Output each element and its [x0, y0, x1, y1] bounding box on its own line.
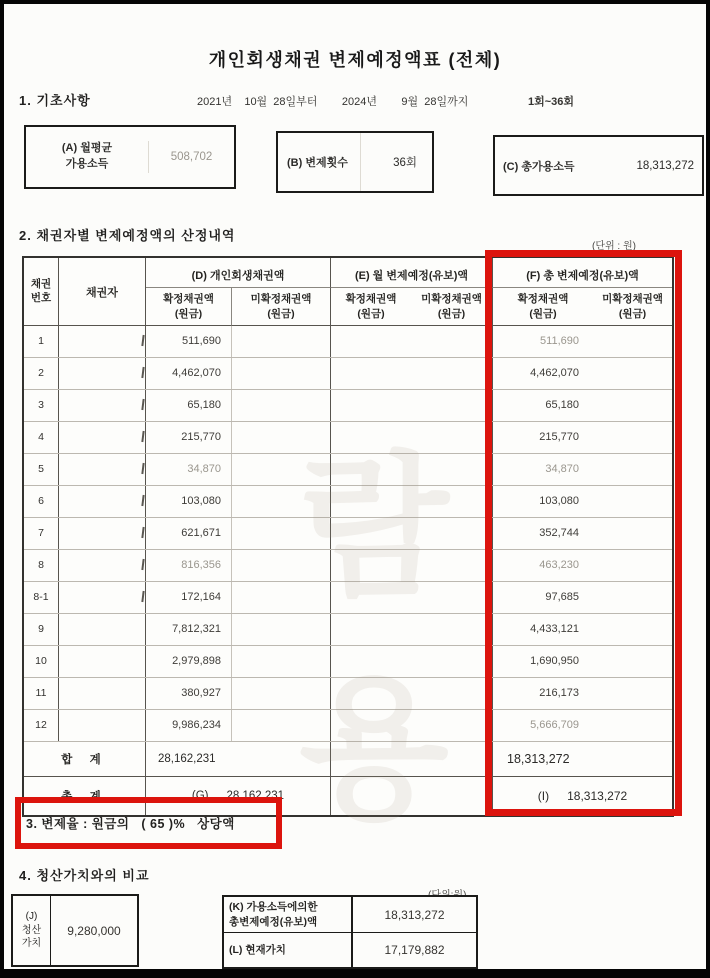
box-j-liquidation-value: [11, 894, 139, 967]
creditor-number: 1: [24, 326, 59, 357]
d-fixed-amount: 9,986,234: [146, 710, 232, 741]
f-fixed-amount: 216,173: [539, 687, 579, 699]
box-j-label: (J) 청산 가치: [13, 896, 51, 965]
f-fixed-amount: 103,080: [539, 495, 579, 507]
e-fixed-amount: [331, 582, 411, 613]
d-unfixed-amount: [232, 678, 331, 709]
creditor-number: 8-1: [24, 582, 59, 613]
table-body: [24, 326, 672, 742]
creditor-number: 12: [24, 710, 59, 741]
e-fixed-amount: [331, 390, 411, 421]
col-header-d-unfixed: 미확정채권액 (원금): [232, 288, 331, 326]
table-row: [24, 518, 672, 550]
d-fixed-amount: 2,979,898: [146, 646, 232, 677]
f-fixed-amount: 34,870: [545, 463, 579, 475]
e-unfixed-amount: [411, 646, 493, 677]
creditor-name: [59, 678, 146, 709]
creditor-number: 11: [24, 678, 59, 709]
e-unfixed-amount: [411, 550, 493, 581]
creditor-name: [59, 326, 146, 357]
d-unfixed-amount: [232, 422, 331, 453]
table-row: [24, 614, 672, 646]
table-row: [24, 326, 672, 358]
table-row: [24, 710, 672, 742]
installment-range: 1회~36회: [528, 96, 575, 108]
e-fixed-amount: [331, 646, 411, 677]
creditor-name: [59, 550, 146, 581]
red-highlight-box-rate: [15, 797, 282, 849]
f-fixed-amount: 463,230: [539, 559, 579, 571]
e-unfixed-amount: [411, 422, 493, 453]
e-fixed-amount: [331, 454, 411, 485]
box-b-label: (B) 변제횟수: [287, 157, 348, 169]
f-unfixed-amount: [593, 582, 672, 613]
f-unfixed-amount: [593, 646, 672, 677]
d-unfixed-amount: [232, 710, 331, 741]
col-header-e-fixed: 확정채권액 (원금): [331, 288, 411, 326]
i-tag: (I): [537, 789, 550, 803]
row-k-label: (K) 가용소득에의한 총변제예정(유보)액: [224, 897, 353, 933]
d-fixed-amount: 380,927: [146, 678, 232, 709]
table-row: [24, 454, 672, 486]
col-header-group-e: (E) 월 변제예정(유보)액: [331, 258, 493, 288]
creditor-name: [59, 582, 146, 613]
section1-heading: 1. 기초사항: [19, 93, 91, 108]
section2-heading: 2. 채권자별 변제예정액의 산정내역: [19, 228, 236, 243]
creditor-number: 5: [24, 454, 59, 485]
d-unfixed-amount: [232, 646, 331, 677]
table-row: [24, 422, 672, 454]
f-unfixed-amount: [593, 358, 672, 389]
f-unfixed-amount: [593, 550, 672, 581]
repayment-table: [22, 256, 674, 817]
e-unfixed-amount: [411, 454, 493, 485]
col-header-creditor-no: 채권 번호: [24, 258, 59, 326]
comparison-table: [222, 895, 478, 969]
f-fixed-amount: 352,744: [539, 527, 579, 539]
box-c-value: 18,313,272: [636, 159, 694, 172]
row-l-value: 17,179,882: [384, 943, 445, 958]
e-unfixed-amount: [411, 358, 493, 389]
col-header-f-fixed: 확정채권액 (원금): [493, 288, 593, 326]
creditor-number: 4: [24, 422, 59, 453]
f-unfixed-amount: [593, 518, 672, 549]
e-unfixed-amount: [411, 518, 493, 549]
box-a-avg-income: [24, 125, 236, 189]
i-value: 18,313,272: [567, 789, 628, 803]
repayment-period: 2021년 10월 28일부터 2024년 9월 28일까지: [197, 96, 469, 108]
grand-total-e: [331, 777, 493, 815]
d-fixed-amount: 511,690: [146, 326, 232, 357]
f-unfixed-amount: [593, 486, 672, 517]
creditor-name: [59, 422, 146, 453]
f-fixed-amount: 511,690: [540, 335, 579, 347]
e-unfixed-amount: [411, 390, 493, 421]
row-k-value: 18,313,272: [353, 897, 476, 933]
subtotal-d-amount: 28,162,231: [146, 742, 331, 776]
f-fixed-amount: 4,433,121: [530, 623, 579, 635]
creditor-number: 6: [24, 486, 59, 517]
box-b-value: 36회: [393, 157, 417, 169]
f-fixed-amount: 5,666,709: [530, 719, 579, 731]
creditor-number: 10: [24, 646, 59, 677]
f-fixed-amount: 4,462,070: [530, 367, 579, 379]
table-row: [24, 486, 672, 518]
table-row: [24, 390, 672, 422]
d-fixed-amount: 65,180: [146, 390, 232, 421]
e-unfixed-amount: [411, 486, 493, 517]
d-unfixed-amount: [232, 518, 331, 549]
box-c-total-income: [493, 135, 704, 196]
col-header-d-fixed: 확정채권액 (원금): [146, 288, 232, 326]
d-unfixed-amount: [232, 614, 331, 645]
f-fixed-amount: 97,685: [545, 591, 579, 603]
e-fixed-amount: [331, 422, 411, 453]
d-fixed-amount: 215,770: [146, 422, 232, 453]
box-b-repayment-count: [276, 131, 434, 193]
d-unfixed-amount: [232, 582, 331, 613]
creditor-name: [59, 486, 146, 517]
d-fixed-amount: 621,671: [146, 518, 232, 549]
f-unfixed-amount: [593, 454, 672, 485]
g-value: 28,162,231: [226, 790, 285, 802]
creditor-number: 8: [24, 550, 59, 581]
repayment-rate-text: 3. 변제율 : 원금의 ( 65 )% 상당액: [26, 817, 235, 831]
creditor-name: [59, 646, 146, 677]
e-unfixed-amount: [411, 678, 493, 709]
grand-total-f: [493, 777, 672, 815]
box-j-value: 9,280,000: [67, 923, 121, 938]
f-unfixed-amount: [593, 614, 672, 645]
creditor-name: [59, 454, 146, 485]
col-header-creditor: 채권자: [59, 258, 146, 326]
e-unfixed-amount: [411, 326, 493, 357]
table-header: [24, 258, 672, 326]
e-unfixed-amount: [411, 710, 493, 741]
e-fixed-amount: [331, 486, 411, 517]
subtotal-e-amount: [331, 742, 493, 776]
subtotal-label: 합 계: [24, 742, 146, 776]
col-header-e-unfixed: 미확정채권액 (원금): [411, 288, 493, 326]
box-c-label: (C) 총가용소득: [503, 160, 575, 173]
subtotal-row: [24, 742, 672, 777]
creditor-name: [59, 358, 146, 389]
row-l-label: (L) 현재가치: [224, 933, 353, 967]
creditor-name: [59, 614, 146, 645]
creditor-number: 2: [24, 358, 59, 389]
table-row: [24, 646, 672, 678]
d-unfixed-amount: [232, 390, 331, 421]
d-unfixed-amount: [232, 358, 331, 389]
e-fixed-amount: [331, 614, 411, 645]
d-unfixed-amount: [232, 486, 331, 517]
table-row: [24, 582, 672, 614]
box-a-value: 508,702: [170, 151, 213, 163]
e-fixed-amount: [331, 326, 411, 357]
d-unfixed-amount: [232, 550, 331, 581]
col-header-f-unfixed: 미확정채권액 (원금): [593, 288, 672, 326]
f-unfixed-amount: [593, 678, 672, 709]
d-fixed-amount: 4,462,070: [146, 358, 232, 389]
grand-total-label: 총 계: [24, 777, 146, 815]
subtotal-f-amount: 18,313,272: [507, 752, 570, 766]
d-fixed-amount: 103,080: [146, 486, 232, 517]
d-fixed-amount: 34,870: [146, 454, 232, 485]
f-unfixed-amount: [593, 710, 672, 741]
g-tag: (G): [191, 790, 209, 802]
d-fixed-amount: 816,356: [146, 550, 232, 581]
d-fixed-amount: 7,812,321: [146, 614, 232, 645]
f-unfixed-amount: [593, 326, 672, 357]
d-unfixed-amount: [232, 454, 331, 485]
creditor-name: [59, 710, 146, 741]
col-header-group-f: (F) 총 변제예정(유보)액: [493, 258, 672, 288]
creditor-number: 9: [24, 614, 59, 645]
unit-note-table2: (단위 : 원): [592, 241, 636, 252]
creditor-name: [59, 518, 146, 549]
e-fixed-amount: [331, 358, 411, 389]
d-unfixed-amount: [232, 326, 331, 357]
e-unfixed-amount: [411, 614, 493, 645]
d-fixed-amount: 172,164: [146, 582, 232, 613]
col-header-group-d: (D) 개인회생채권액: [146, 258, 331, 288]
f-unfixed-amount: [593, 422, 672, 453]
creditor-number: 7: [24, 518, 59, 549]
e-unfixed-amount: [411, 582, 493, 613]
creditor-name: [59, 390, 146, 421]
creditor-number: 3: [24, 390, 59, 421]
f-fixed-amount: 1,690,950: [530, 655, 579, 667]
e-fixed-amount: [331, 678, 411, 709]
table-row: [24, 550, 672, 582]
table-row: [24, 358, 672, 390]
f-fixed-amount: 215,770: [539, 431, 579, 443]
box-a-label: (A) 월평균 가용소득: [26, 141, 149, 173]
e-fixed-amount: [331, 518, 411, 549]
section4-heading: 4. 청산가치와의 비교: [19, 868, 150, 883]
f-fixed-amount: 65,180: [545, 399, 579, 411]
table-row: [24, 678, 672, 710]
e-fixed-amount: [331, 550, 411, 581]
page-title: 개인회생채권 변제예정액표 (전체): [208, 50, 502, 70]
e-fixed-amount: [331, 710, 411, 741]
f-unfixed-amount: [593, 390, 672, 421]
